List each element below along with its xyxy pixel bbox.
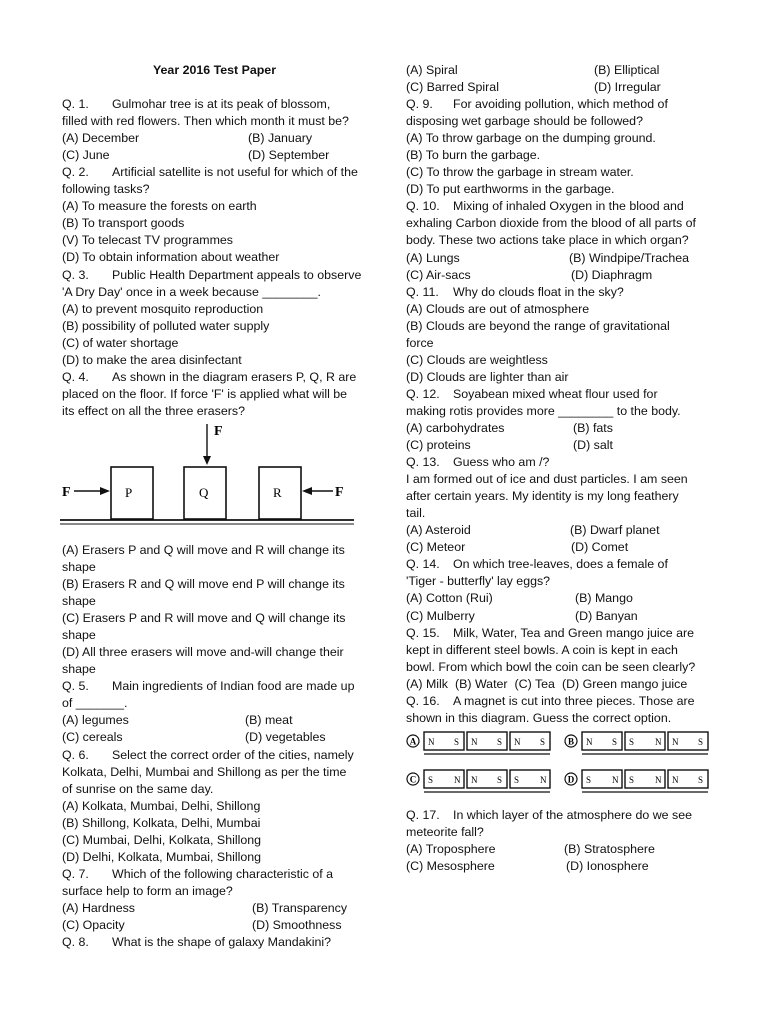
question-text: exhaling Carbon dioxide from the blood of all parts of <box>406 216 696 231</box>
option: shape <box>62 662 96 677</box>
option: (A) Erasers P and Q will move and R will change its <box>62 542 345 557</box>
option-row <box>406 420 706 437</box>
option: (C) Barred Spiral <box>406 80 499 95</box>
question-text: surface help to form an image? <box>62 883 233 898</box>
question-text: As shown in the diagram erasers P, Q, R are <box>112 369 357 384</box>
option: (B) Erasers R and Q will move end P will change its <box>62 577 345 592</box>
magnet-pole-label: N <box>586 736 593 747</box>
question-9 <box>406 96 706 113</box>
option: (B) To transport goods <box>62 216 185 231</box>
magnet-pole-label: S <box>629 774 635 785</box>
option: (C) Mesosphere <box>406 858 495 873</box>
erasers-force-diagram <box>54 420 354 542</box>
question-13 <box>406 454 706 471</box>
question-text: making rotis provides more ________ to the body. <box>406 403 681 418</box>
option-row <box>406 858 706 875</box>
question-number: Q. 3. <box>62 267 89 282</box>
eraser-r-label: R <box>273 484 282 500</box>
option: (D) salt <box>573 438 613 453</box>
force-label-left: F <box>62 484 71 500</box>
force-label-right: F <box>335 484 344 500</box>
magnet-option-label: C <box>409 774 417 785</box>
option: (D) Banyan <box>575 608 638 623</box>
option-row <box>406 539 706 556</box>
option: (C) Clouds are weightless <box>406 352 548 367</box>
option: (C) Air-sacs <box>406 267 471 282</box>
question-text: its effect on all the three erasers? <box>62 403 245 418</box>
option: (A) Lungs <box>406 250 460 265</box>
question-text: For avoiding pollution, which method of <box>453 97 668 112</box>
question-text: Main ingredients of Indian food are made up <box>112 679 355 694</box>
option: (C) Mumbai, Delhi, Kolkata, Shillong <box>62 832 262 847</box>
question-text: Milk, Water, Tea and Green mango juice are <box>453 625 695 640</box>
question-8 <box>62 934 367 951</box>
question-text: after certain years. My identity is my long feathery <box>406 489 679 504</box>
option: (B) Transparency <box>252 900 348 915</box>
option: (B) possibility of polluted water supply <box>62 318 270 333</box>
option: (A) December <box>62 131 140 146</box>
option: (D) vegetables <box>245 730 326 745</box>
question-number: Q. 1. <box>62 97 89 112</box>
question-number: Q. 15. <box>406 625 440 640</box>
option: (B) Mango <box>575 591 633 606</box>
left-column <box>62 62 367 951</box>
option-row <box>406 522 706 539</box>
option-row <box>406 676 706 693</box>
magnet-option-label: B <box>567 736 575 747</box>
option: shape <box>62 559 96 574</box>
magnet-pole-label: N <box>471 774 478 785</box>
question-7 <box>62 866 367 883</box>
option-row <box>62 917 367 934</box>
question-number: Q. 12. <box>406 386 440 401</box>
question-text: 'Tiger - butterfly' lay eggs? <box>406 574 551 589</box>
question-number: Q. 17. <box>406 807 440 822</box>
option: (C) of water shortage <box>62 335 179 350</box>
question-text: body. These two actions take place in which organ? <box>406 233 689 248</box>
magnet-pole-label: S <box>698 774 704 785</box>
page-title: Year 2016 Test Paper <box>152 63 277 77</box>
question-number: Q. 7. <box>62 866 89 881</box>
option: (C) Opacity <box>62 917 125 932</box>
question-text: placed on the floor. If force 'F' is applied what will be <box>62 386 348 401</box>
question-number: Q. 16. <box>406 693 440 708</box>
question-text: Guess who am /? <box>453 455 550 470</box>
question-6 <box>62 747 367 764</box>
question-number: Q. 14. <box>406 557 440 572</box>
option-row <box>406 62 706 79</box>
option-row <box>62 147 367 164</box>
option: (A) Troposphere <box>406 841 496 856</box>
option: (A) Kolkata, Mumbai, Delhi, Shillong <box>62 798 261 813</box>
magnet-pole-label: N <box>672 774 679 785</box>
option: (D) September <box>248 148 330 163</box>
question-12 <box>406 386 706 403</box>
option: (A) Hardness <box>62 900 135 915</box>
question-number: Q. 4. <box>62 369 89 384</box>
right-column <box>406 62 706 875</box>
option: (D) To put earthworms in the garbage. <box>406 182 615 197</box>
option: (B) Shillong, Kolkata, Delhi, Mumbai <box>62 815 261 830</box>
option: (V) To telecast TV programmes <box>62 233 234 248</box>
magnet-pole-label: S <box>698 736 704 747</box>
option: (C) Mulberry <box>406 608 475 623</box>
question-text: of sunrise on the same day. <box>62 781 214 796</box>
option-row <box>406 590 706 607</box>
magnet-pole-label: S <box>612 736 618 747</box>
question-text: disposing wet garbage should be followed? <box>406 114 643 129</box>
magnet-option-label: D <box>567 774 575 785</box>
question-number: Q. 8. <box>62 935 89 950</box>
option-row <box>406 79 706 96</box>
option-row <box>406 608 706 625</box>
option: (D) Comet <box>571 540 629 555</box>
question-1 <box>62 96 367 113</box>
option: (B) To burn the garbage. <box>406 148 541 163</box>
magnet-pole-label: N <box>655 736 662 747</box>
option-row <box>406 267 706 284</box>
option: (A) legumes <box>62 713 129 728</box>
question-text: following tasks? <box>62 182 150 197</box>
eraser-q-label: Q <box>199 484 209 500</box>
option-row <box>406 437 706 454</box>
arrow-head-icon <box>302 487 312 495</box>
option: (D) All three erasers will move and-will change their <box>62 645 344 660</box>
magnet-pole-label: S <box>586 774 592 785</box>
option: (D) To obtain information about weather <box>62 250 280 265</box>
question-11 <box>406 284 706 301</box>
option: (A) Spiral <box>406 63 458 77</box>
magnet-pole-label: N <box>514 736 521 747</box>
magnet-option-label: A <box>409 736 417 747</box>
magnet-pole-label: N <box>540 774 547 785</box>
question-number: Q. 6. <box>62 747 89 762</box>
option-row <box>62 130 367 147</box>
question-2 <box>62 164 367 181</box>
magnet-pole-label: S <box>514 774 520 785</box>
force-label-top: F <box>214 423 223 439</box>
option: shape <box>62 628 96 643</box>
question-3 <box>62 267 367 284</box>
question-number: Q. 10. <box>406 199 440 214</box>
magnet-pole-label: S <box>497 774 503 785</box>
question-text: Artificial satellite is not useful for which of the <box>112 165 358 180</box>
option: (B) January <box>248 131 313 146</box>
question-number: Q. 5. <box>62 679 89 694</box>
option: (D) Green mango juice <box>561 676 688 691</box>
option: (A) To throw garbage on the dumping ground. <box>406 131 656 146</box>
option: (D) to make the area disinfectant <box>62 352 242 367</box>
question-text: tail. <box>406 506 426 521</box>
question-text: of _______. <box>62 696 128 711</box>
question-text: kept in different steel bowls. A coin is kept in each <box>406 642 678 657</box>
question-16 <box>406 693 706 710</box>
eraser-p-label: P <box>125 484 133 500</box>
option: (D) Smoothness <box>252 917 342 932</box>
question-number: Q. 13. <box>406 455 440 470</box>
question-text: shown in this diagram. Guess the correct option. <box>406 710 672 725</box>
option: (B) Stratosphere <box>564 841 655 856</box>
question-text: Why do clouds float in the sky? <box>453 284 624 299</box>
option: (C) To throw the garbage in stream water. <box>406 165 634 180</box>
question-number: Q. 11. <box>406 284 439 299</box>
option: shape <box>62 594 96 609</box>
option: (D) Diaphragm <box>571 267 653 282</box>
option: (B) Clouds are beyond the range of gravitational <box>406 318 670 333</box>
question-17 <box>406 807 706 824</box>
question-text: Gulmohar tree is at its peak of blossom, <box>112 97 331 112</box>
option-row <box>62 900 367 917</box>
option: (B) Elliptical <box>594 63 660 77</box>
question-14 <box>406 556 706 573</box>
question-number: Q. 9. <box>406 97 433 112</box>
option: (A) Asteroid <box>406 523 471 538</box>
erasers-diagram-svg <box>54 420 354 542</box>
magnet-pole-label: N <box>471 736 478 747</box>
option: (D) Delhi, Kolkata, Mumbai, Shillong <box>62 849 262 864</box>
option: (D) Clouds are lighter than air <box>406 369 569 384</box>
question-text: In which layer of the atmosphere do we see <box>453 807 692 822</box>
option: (B) Windpipe/Trachea <box>569 250 690 265</box>
option: (C) Meteor <box>406 540 466 555</box>
option: (C) proteins <box>406 438 471 453</box>
magnet-diagram-svg <box>406 727 716 807</box>
option: (B) Water <box>454 676 508 691</box>
question-text: A magnet is cut into three pieces. Those are <box>453 693 695 708</box>
question-text: Soyabean mixed wheat flour used for <box>453 386 658 401</box>
arrow-head-icon <box>100 487 110 495</box>
option: (C) Erasers P and R will move and Q will change its <box>62 611 346 626</box>
question-text: meteorite fall? <box>406 824 484 839</box>
magnet-pole-label: N <box>612 774 619 785</box>
option: (D) Ionosphere <box>566 858 649 873</box>
option: (B) fats <box>573 420 613 435</box>
magnet-pole-label: S <box>428 774 434 785</box>
option-row <box>406 250 706 267</box>
option-row <box>62 729 367 746</box>
question-text: Public Health Department appeals to observe <box>112 267 362 282</box>
magnet-pole-label: N <box>428 736 435 747</box>
question-text: bowl. From which bowl the coin can be seen clearly? <box>406 659 696 674</box>
option: (A) Cotton (Rui) <box>406 591 493 606</box>
question-15 <box>406 625 706 642</box>
option: (D) Irregular <box>594 80 661 95</box>
option: (A) to prevent mosquito reproduction <box>62 301 264 316</box>
option: force <box>406 335 434 350</box>
question-text: On which tree-leaves, does a female of <box>453 557 668 572</box>
question-text: Kolkata, Delhi, Mumbai and Shillong as per the time <box>62 764 347 779</box>
option: (C) Tea <box>514 676 555 691</box>
option: (A) Clouds are out of atmosphere <box>406 301 590 316</box>
option-row <box>62 712 367 729</box>
option: (B) Dwarf planet <box>570 523 660 538</box>
question-text: What is the shape of galaxy Mandakini? <box>112 935 332 950</box>
question-text: Which of the following characteristic of a <box>112 866 334 881</box>
option: (A) carbohydrates <box>406 420 505 435</box>
question-text: 'A Dry Day' once in a week because ________. <box>62 284 321 299</box>
magnet-pole-label: S <box>540 736 546 747</box>
magnet-pole-label: N <box>672 736 679 747</box>
question-4 <box>62 369 367 386</box>
magnet-options-diagram <box>406 727 706 807</box>
magnet-pole-label: S <box>497 736 503 747</box>
option: (C) June <box>62 148 110 163</box>
option: (B) meat <box>245 713 293 728</box>
question-text: I am formed out of ice and dust particles. I am seen <box>406 472 688 487</box>
question-text: Select the correct order of the cities, namely <box>112 747 354 762</box>
magnet-pole-label: S <box>454 736 460 747</box>
question-5 <box>62 678 367 695</box>
option-row <box>406 841 706 858</box>
question-number: Q. 2. <box>62 165 89 180</box>
magnet-pole-label: N <box>655 774 662 785</box>
question-text: Mixing of inhaled Oxygen in the blood and <box>453 199 684 214</box>
question-text: filled with red flowers. Then which month it must be? <box>62 114 349 129</box>
option: (A) To measure the forests on earth <box>62 199 257 214</box>
option: (C) cereals <box>62 730 123 745</box>
option: (A) Milk <box>406 676 448 691</box>
arrow-head-icon <box>203 456 211 465</box>
magnet-pole-label: S <box>629 736 635 747</box>
question-10 <box>406 198 706 215</box>
magnet-pole-label: N <box>454 774 461 785</box>
